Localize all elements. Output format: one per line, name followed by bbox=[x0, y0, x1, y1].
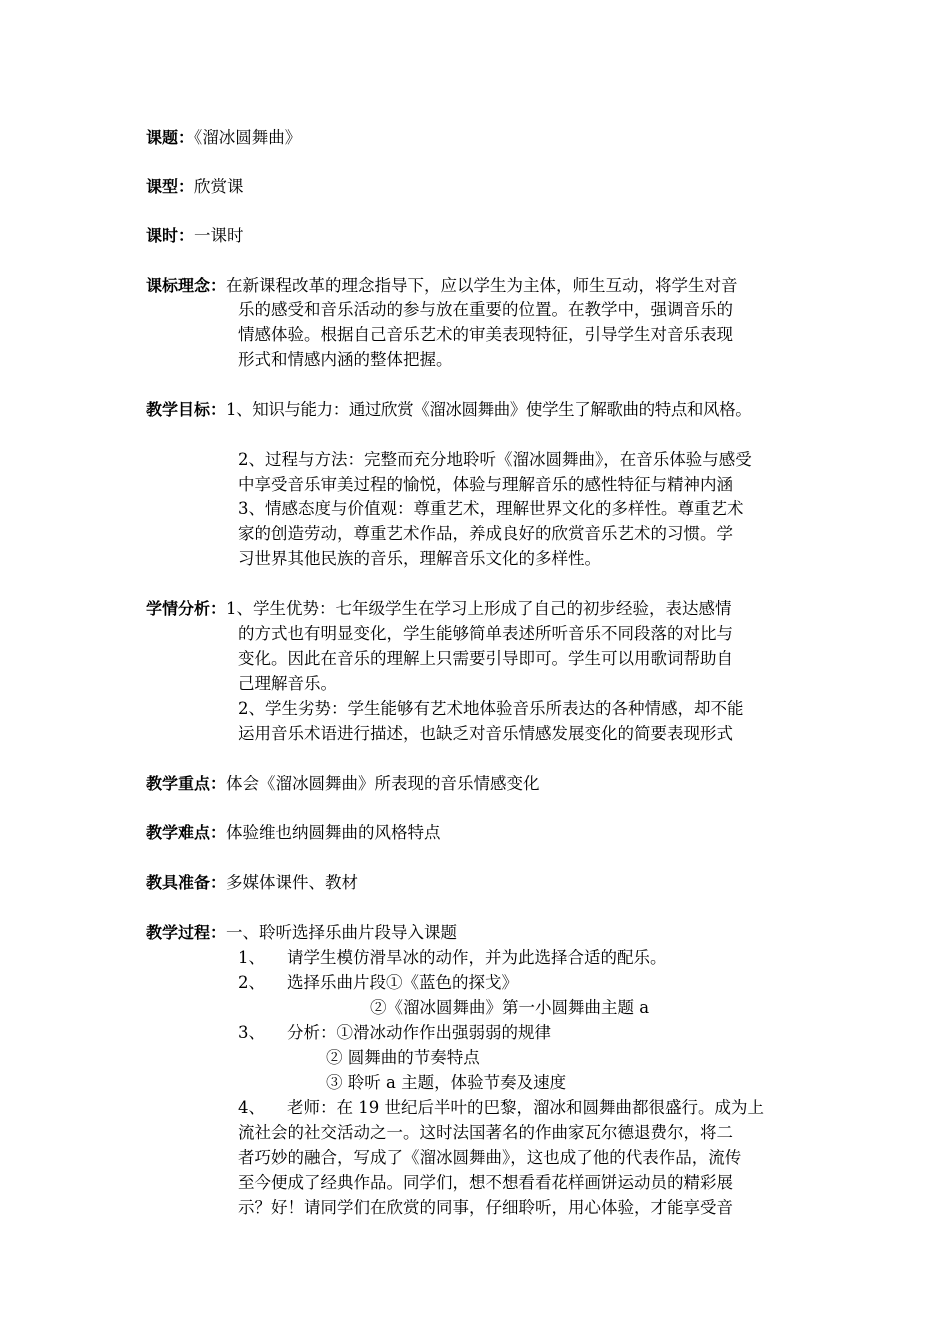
tools-row bbox=[146, 872, 358, 894]
analysis-line: 变化。因此在音乐的理解上只需要引导即可。学生可以用歌词帮助自 bbox=[238, 649, 733, 668]
keypoint-text: 体会《溜冰圆舞曲》所表现的音乐情感变化 bbox=[226, 774, 540, 793]
period-label: 课时： bbox=[146, 226, 195, 245]
step-text: 分析：①滑冰动作作出强弱弱的规律 bbox=[287, 1023, 551, 1042]
goals-line: 2、过程与方法：完整而充分地聆听《溜冰圆舞曲》，在音乐体验与感受 bbox=[238, 450, 752, 469]
process-label: 教学过程： bbox=[146, 923, 227, 942]
keypoint-label: 教学重点： bbox=[146, 774, 227, 793]
step-number: 2、 bbox=[238, 973, 265, 992]
process-row bbox=[146, 922, 457, 944]
type-label: 课型： bbox=[146, 177, 195, 196]
analysis-row bbox=[146, 598, 732, 620]
process-heading: 一、聆听选择乐曲片段导入课题 bbox=[226, 923, 458, 942]
step-sub: ③ 聆听 a 主题，体验节奏及速度 bbox=[326, 1073, 567, 1092]
analysis-line: 1、学生优势：七年级学生在学习上形成了自己的初步经验，表达感情 bbox=[226, 599, 732, 618]
process-step-1 bbox=[238, 947, 667, 969]
goals-line: 中享受音乐审美过程的愉悦，体验与理解音乐的感性特征与精神内涵 bbox=[238, 475, 733, 494]
step-number: 3、 bbox=[238, 1023, 265, 1042]
step-number: 4、 bbox=[238, 1098, 265, 1117]
tools-label: 教具准备： bbox=[146, 873, 227, 892]
step-text: 选择乐曲片段①《蓝色的探戈》 bbox=[287, 973, 518, 992]
concept-line: 乐的感受和音乐活动的参与放在重要的位置。在教学中，强调音乐的 bbox=[238, 300, 733, 319]
concept-label: 课标理念： bbox=[146, 276, 227, 295]
period-text: 一课时 bbox=[194, 226, 244, 245]
difficulty-label: 教学难点： bbox=[146, 823, 227, 842]
title-label: 课题： bbox=[146, 128, 195, 147]
goals-line: 习世界其他民族的音乐，理解音乐文化的多样性。 bbox=[238, 549, 601, 568]
step-text: 者巧妙的融合，写成了《溜冰圆舞曲》，这也成了他的代表作品，流传 bbox=[238, 1148, 742, 1167]
analysis-line: 2、学生劣势：学生能够有艺术地体验音乐所表达的各种情感，却不能 bbox=[238, 699, 744, 718]
analysis-line: 运用音乐术语进行描述，也缺乏对音乐情感发展变化的简要表现形式 bbox=[238, 724, 733, 743]
analysis-line: 的方式也有明显变化，学生能够简单表述所听音乐不同段落的对比与 bbox=[238, 624, 733, 643]
step-sub: ②《溜冰圆舞曲》第一小圆舞曲主题 a bbox=[370, 998, 650, 1017]
difficulty-text: 体验维也纳圆舞曲的风格特点 bbox=[226, 823, 441, 842]
goals-line: 家的创造劳动，尊重艺术作品，养成良好的欣赏音乐艺术的习惯。学 bbox=[238, 524, 733, 543]
goals-label: 教学目标： bbox=[146, 400, 227, 419]
step-text: 至今便成了经典作品。同学们，想不想看看花样画饼运动员的精彩展 bbox=[238, 1173, 733, 1192]
step-sub: ② 圆舞曲的节奏特点 bbox=[326, 1048, 480, 1067]
process-step-4 bbox=[238, 1097, 764, 1119]
title-text: 《溜冰圆舞曲》 bbox=[194, 128, 302, 147]
concept-line: 在新课程改革的理念指导下，应以学生为主体，师生互动，将学生对音 bbox=[226, 276, 738, 295]
concept-line: 形式和情感内涵的整体把握。 bbox=[238, 350, 453, 369]
analysis-label: 学情分析： bbox=[146, 599, 227, 618]
type-row bbox=[146, 176, 244, 198]
process-step-3 bbox=[238, 1022, 551, 1044]
goals-line: 3、情感态度与价值观：尊重艺术，理解世界文化的多样性。尊重艺术 bbox=[238, 499, 744, 518]
tools-text: 多媒体课件、教材 bbox=[226, 873, 359, 892]
concept-row bbox=[146, 275, 738, 297]
step-text: 请学生模仿滑旱冰的动作，并为此选择合适的配乐。 bbox=[287, 948, 667, 967]
step-number: 1、 bbox=[238, 948, 265, 967]
process-step-2 bbox=[238, 972, 518, 994]
step-text: 示？好！请同学们在欣赏的同事，仔细聆听，用心体验，才能享受音 bbox=[238, 1198, 733, 1217]
concept-line: 情感体验。根据自己音乐艺术的审美表现特征，引导学生对音乐表现 bbox=[238, 325, 733, 344]
type-text: 欣赏课 bbox=[194, 177, 244, 196]
step-text: 流社会的社交活动之一。这时法国著名的作曲家瓦尔德退费尔，将二 bbox=[238, 1123, 733, 1142]
analysis-line: 己理解音乐。 bbox=[238, 674, 337, 693]
goals-line: 1、知识与能力：通过欣赏《溜冰圆舞曲》使学生了解歌曲的特点和风格。 bbox=[226, 400, 752, 419]
goals-row bbox=[146, 399, 751, 421]
title-row bbox=[146, 127, 301, 149]
step-text: 老师：在 19 世纪后半叶的巴黎，溜冰和圆舞曲都很盛行。成为上 bbox=[287, 1098, 764, 1117]
difficulty-row bbox=[146, 822, 441, 844]
period-row bbox=[146, 225, 244, 247]
keypoint-row bbox=[146, 773, 540, 795]
